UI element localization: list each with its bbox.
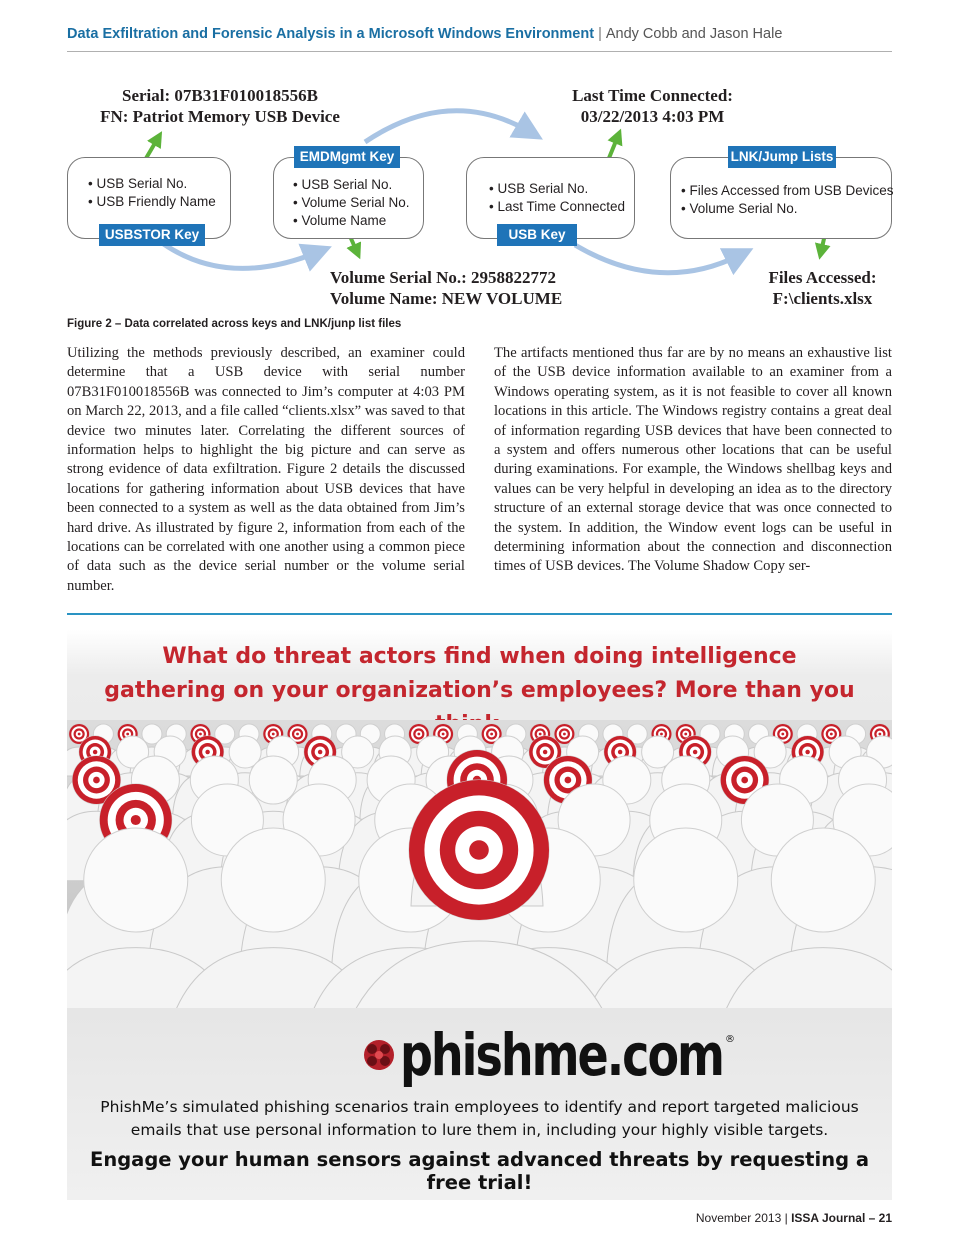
lnk-jump-lists-tag: LNK/Jump Lists xyxy=(728,146,836,168)
page-footer xyxy=(696,1211,892,1225)
emdmgmt-box xyxy=(273,157,424,239)
label-files-accessed: Files Accessed: F:\clients.xlsx xyxy=(768,268,877,308)
header-separator: | xyxy=(598,26,602,42)
usb-key-item: • USB Serial No. xyxy=(489,180,634,198)
crowd-illustration xyxy=(67,720,892,1008)
label-last-connected: Last Time Connected: 03/22/2013 4:03 PM xyxy=(572,86,733,126)
usb-key-item: • Last Time Connected xyxy=(489,198,634,216)
lnk-item: • Files Accessed from USB Devices xyxy=(681,182,891,200)
footer-separator: | xyxy=(784,1211,788,1225)
running-header xyxy=(67,26,892,52)
footer-date: November 2013 xyxy=(695,1211,782,1225)
emdmgmt-key-tag: EMDMgmt Key xyxy=(294,146,400,168)
article-authors: Andy Cobb and Jason Hale xyxy=(605,26,783,42)
usb-key-tag: USB Key xyxy=(497,224,577,246)
arrow-emdmgmt-to-usbkey xyxy=(365,111,530,142)
ad-photo-crowd-targets xyxy=(67,720,892,1008)
lnk-jump-lists-box xyxy=(670,157,892,239)
phishme-advertisement[interactable] xyxy=(67,630,892,1200)
ad-headline: What do threat actors find when doing intelligence gathering on your organization’s employees? More than you xyxy=(104,644,855,703)
ad-call-to-action[interactable]: Engage your human sensors against advanced threats by requesting a free trial! xyxy=(90,1148,869,1194)
phishme-logo xyxy=(362,1020,735,1090)
emdmgmt-item: • Volume Name xyxy=(293,212,423,230)
body-left-column: Utilizing the methods previously described, an examiner could determine that a USB device with serial number 07B31F010018556B was connected to Jim’s computer at 4:03 PM on March 22, 2013, and a file called “clients.xlsx” was saved to that device two minutes later. Correlating the different sources of information helps to highlight the big picture and can serve as strong evidence of data exfiltration. Figure 2 details the discussed locations for gathering information about USB devices that have been connected to a system as well as the data obtained from Jim’s hard drive. As illustrated by figure 2, information from each of the locations can be correlated with one another using a common piece of data such as the device serial number or the volume serial number. xyxy=(67,345,465,594)
emdmgmt-item: • USB Serial No. xyxy=(293,176,423,194)
figure-caption: Figure 2 – Data correlated across keys and LNK/junp list files xyxy=(67,318,402,330)
article-title: Data Exfiltration and Forensic Analysis in a Microsoft Windows Environment xyxy=(67,26,595,42)
phishme-mark-icon xyxy=(362,1038,396,1072)
footer-journal: ISSA Journal – 21 xyxy=(791,1211,892,1225)
emdmgmt-item: • Volume Serial No. xyxy=(293,194,423,212)
label-volume: Volume Serial No.: 2958822772 Volume Name: NEW VOLUME xyxy=(330,268,563,308)
ad-body-text: PhishMe’s simulated phishing scenarios train employees to identify and report targeted malicious emails that use personal information to lure them in, including your highly visible targets. xyxy=(100,1098,859,1139)
usbstor-key-tag: USBSTOR Key xyxy=(99,224,205,246)
body-right-column: The artifacts mentioned thus far are by no means an exhaustive list of the USB device information available to an examiner from a Windows operating system, as it is not feasible to cover all known locations in this article. The Windows registry contains a great deal of information regarding USB devices that have been connected to a system and offers numerous other locations that can be useful during examinations. For example, the Windows shellbag keys and values can be very helpful in developing an idea as to the directory structure of an external storage device that was once connected to the system. In addition, the Window event logs can be useful in determining information about the connection and disconnection times of USB devices. The Volume Shadow Copy ser- xyxy=(494,345,892,575)
label-serial: Serial: 07B31F010018556B FN: Patriot Memory USB Device xyxy=(100,86,340,126)
logo-registered: ® xyxy=(724,1034,735,1045)
ad-divider xyxy=(67,613,892,615)
figure-2-diagram xyxy=(60,80,900,320)
usbstor-item: • USB Serial No. xyxy=(88,175,230,193)
arrow-usbkey-to-lnk xyxy=(575,245,740,273)
usbstor-item: • USB Friendly Name xyxy=(88,193,230,211)
lnk-item: • Volume Serial No. xyxy=(681,200,891,218)
green-arrow-last-connected xyxy=(609,136,618,158)
logo-wordmark: phishme.com xyxy=(400,1021,723,1089)
